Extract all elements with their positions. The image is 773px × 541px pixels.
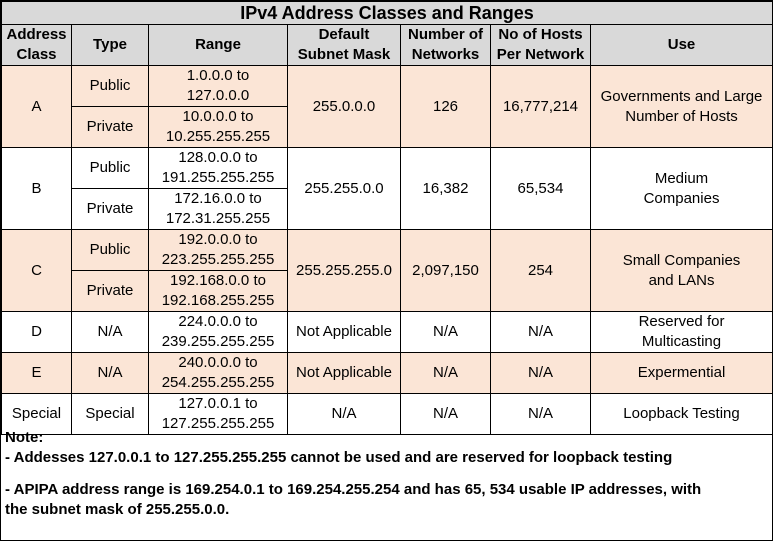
- networks-cell: N/A: [401, 353, 491, 394]
- range-cell: 192.168.0.0 to 192.168.255.255: [149, 271, 288, 312]
- use-cell: Medium Companies: [591, 148, 773, 230]
- note-section: [1, 428, 772, 540]
- range-cell: 240.0.0.0 to 254.255.255.255: [149, 353, 288, 394]
- class-cell: B: [2, 148, 72, 230]
- type-cell: Private: [72, 107, 149, 148]
- class-cell: D: [2, 312, 72, 353]
- type-cell: Private: [72, 189, 149, 230]
- networks-cell: 16,382: [401, 148, 491, 230]
- header-type: Type: [72, 25, 149, 66]
- header-subnet-mask: Default Subnet Mask: [288, 25, 401, 66]
- networks-cell: 2,097,150: [401, 230, 491, 312]
- networks-cell: N/A: [401, 312, 491, 353]
- header-use: Use: [591, 25, 773, 66]
- table-row: [2, 312, 773, 353]
- networks-cell: N/A: [401, 394, 491, 435]
- range-cell: 128.0.0.0 to 191.255.255.255: [149, 148, 288, 189]
- ipv4-classes-table: [1, 1, 773, 435]
- class-cell: E: [2, 353, 72, 394]
- type-cell: Public: [72, 66, 149, 107]
- hosts-cell: 254: [491, 230, 591, 312]
- mask-cell: 255.255.255.0: [288, 230, 401, 312]
- hosts-cell: N/A: [491, 353, 591, 394]
- range-cell: 10.0.0.0 to 10.255.255.255: [149, 107, 288, 148]
- note-line: - Addesses 127.0.0.1 to 127.255.255.255 cannot be used and are reserved for loopback testing: [5, 449, 673, 466]
- range-cell: 192.0.0.0 to 223.255.255.255: [149, 230, 288, 271]
- note-line: - APIPA address range is 169.254.0.1 to 169.254.255.254 and has 65, 534 usable IP addresses, with: [5, 481, 702, 498]
- type-cell: N/A: [72, 353, 149, 394]
- note-line: the subnet mask of 255.255.0.0.: [5, 501, 230, 518]
- table-row: [2, 230, 773, 271]
- table-row: [2, 148, 773, 189]
- note-heading: Note:: [5, 429, 44, 446]
- use-cell: Small Companies and LANs: [591, 230, 773, 312]
- type-cell: Special: [72, 394, 149, 435]
- range-cell: 172.16.0.0 to 172.31.255.255: [149, 189, 288, 230]
- header-address-class: Address Class: [2, 25, 72, 66]
- hosts-cell: N/A: [491, 312, 591, 353]
- class-cell: A: [2, 66, 72, 148]
- hosts-cell: 16,777,214: [491, 66, 591, 148]
- range-cell: 224.0.0.0 to 239.255.255.255: [149, 312, 288, 353]
- mask-cell: Not Applicable: [288, 312, 401, 353]
- hosts-cell: 65,534: [491, 148, 591, 230]
- type-cell: N/A: [72, 312, 149, 353]
- type-cell: Public: [72, 148, 149, 189]
- class-cell: Special: [2, 394, 72, 435]
- mask-cell: 255.255.0.0: [288, 148, 401, 230]
- header-hosts: No of Hosts Per Network: [491, 25, 591, 66]
- header-networks: Number of Networks: [401, 25, 491, 66]
- use-cell: Reserved for Multicasting: [591, 312, 773, 353]
- use-cell: Loopback Testing: [591, 394, 773, 435]
- networks-cell: 126: [401, 66, 491, 148]
- mask-cell: N/A: [288, 394, 401, 435]
- mask-cell: 255.0.0.0: [288, 66, 401, 148]
- use-cell: Expermential: [591, 353, 773, 394]
- use-cell: Governments and Large Number of Hosts: [591, 66, 773, 148]
- table-row: [2, 66, 773, 107]
- class-cell: C: [2, 230, 72, 312]
- range-cell: 127.0.0.1 to 127.255.255.255: [149, 394, 288, 435]
- table-title: IPv4 Address Classes and Ranges: [2, 2, 773, 25]
- range-cell: 1.0.0.0 to 127.0.0.0: [149, 66, 288, 107]
- table-row: [2, 353, 773, 394]
- type-cell: Private: [72, 271, 149, 312]
- type-cell: Public: [72, 230, 149, 271]
- header-range: Range: [149, 25, 288, 66]
- mask-cell: Not Applicable: [288, 353, 401, 394]
- hosts-cell: N/A: [491, 394, 591, 435]
